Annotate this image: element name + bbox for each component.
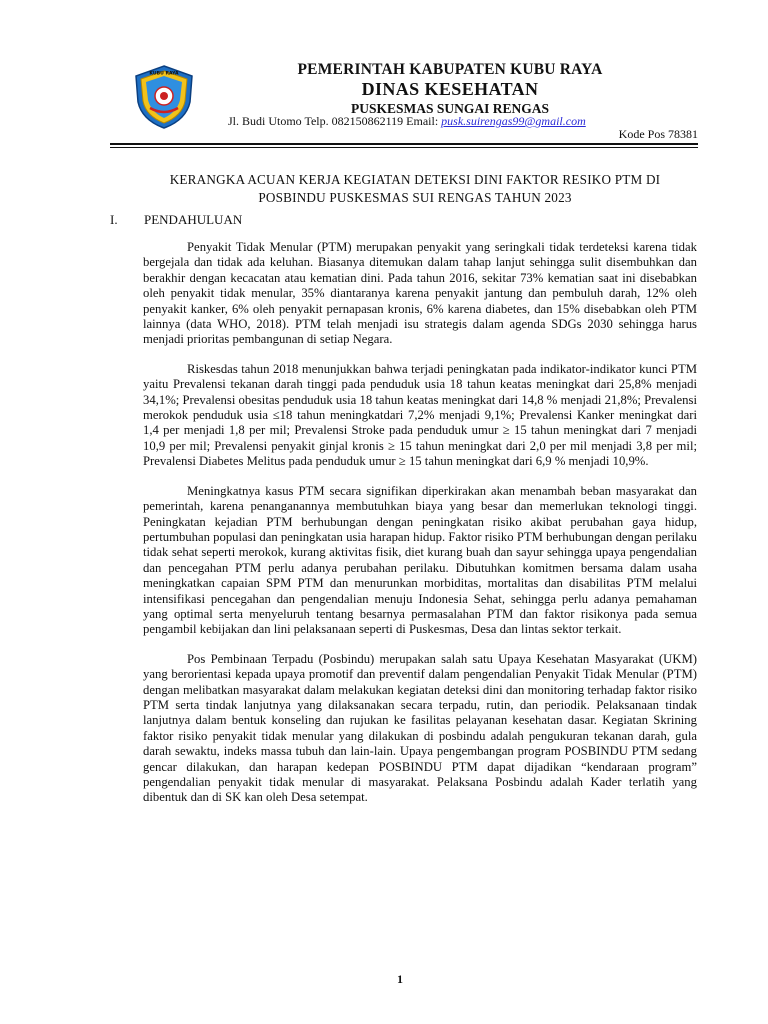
page-number: 1 (397, 972, 403, 986)
document-body (143, 240, 697, 820)
paragraph: Penyakit Tidak Menular (PTM) merupakan penyakit yang seringkali tidak terdeteksi karena tidak bergejala dan tidak ada keluhan. Biasanya ditemukan dalam tahap lanjut sehingga sulit disembuhkan dan berakhir dengan kecacatan atau kematian dini. Pada tahun 2016, sekitar 73% kematian saat ini disebabkan oleh penyakit tidak menular, 35% diantaranya karena penyakit jantung dan pembuluh darah, 12% oleh penyakit kanker, 6% oleh penyakit pernapasan kronis, 6% karena diabetes, dan 15% disebabkan oleh PTM lainnya (data WHO, 2018). PTM telah menjadi isu strategis dalam agenda SDGs 2030 sehingga harus menjadi prioritas pembangunan di setiap Negara. (143, 240, 697, 347)
header-divider-thick (110, 143, 698, 145)
kabupaten-kubu-raya-seal-icon (132, 64, 196, 130)
government-name: PEMERINTAH KABUPATEN KUBU RAYA (297, 61, 603, 78)
section-title: PENDAHULUAN (144, 212, 243, 227)
document-title (115, 171, 715, 207)
letterhead (200, 60, 700, 118)
postal-code: Kode Pos 78381 (618, 127, 698, 141)
paragraph: Meningkatnya kasus PTM secara signifikan diperkirakan akan menambah beban masyarakat dan pemerintah, karena penanganannya membutuhkan biaya yang besar dan memerlukan teknologi tinggi. Peningkatan kejadian PTM berhubungan dengan peningkatan risiko akibat perubahan gaya hidup, pertumbuhan populasi dan peningkatan usia harapan hidup. Faktor risiko PTM berhubungan dengan perilaku tidak sehat seperti merokok, kurang aktivitas fisik, diet kurang buah dan sayur sehingga upaya pengendalian dan pencegahan PTM perlu adanya perubahan perilaku. Dibutuhkan komitmen bersama dalam usaha meningkatkan capaian SPM PTM dan menurunkan morbiditas, mortalitas dan disabilitas PTM melalui intensifikasi pencegahan dan pengendalian menuju Indonesia Sehat, sehingga perlu adanya pemahaman yang optimal serta menyeluruh tentang besarnya permasalahan PTM dan faktor risikonya pada semua pengambil kebijakan dan lini pelaksanaan seperti di Puskesmas, Desa dan lintas sektor terkait. (143, 483, 697, 637)
logo-text: KUBU RAYA (149, 71, 179, 77)
section-number: I. (110, 212, 118, 227)
header-divider-thin (110, 147, 698, 148)
department-name: DINAS KESEHATAN (361, 79, 539, 99)
paragraph: Pos Pembinaan Terpadu (Posbindu) merupakan salah satu Upaya Kesehatan Masyarakat (UKM) yang berorientasi kepada upaya promotif dan preventif dalam pengendalian Penyakit Tidak Menular (PTM) dengan melibatkan masyarakat dalam melakukan kegiatan deteksi dini dan monitoring terhadap faktor risiko PTM serta tindak lanjutnya yang dilaksanakan secara terpadu, rutin, dan periodik. Pelaksanaan tindak lanjutnya dalam bentuk konseling dan rujukan ke fasilitas pelayanan kesehatan dasar. Kegiatan Skrining faktor risiko penyakit tidak menular yang dilakukan di posbindu adalah pengukuran tekanan darah, gula darah sewaktu, indeks massa tubuh dan lain-lain. Upaya pengembangan program POSBINDU PTM sedang gencar dilakukan, dan harapan kedepan POSBINDU PTM dapat dijadikan “kendaraan program” pengendalian penyakit tidak menular di masyarakat. Pelaksana Posbindu adalah Kader terlatih yang dibentuk dan di SK kan oleh Desa setempat. (143, 651, 697, 805)
kubu-raya-logo (132, 64, 196, 130)
address-line (228, 114, 586, 129)
title-line-1: KERANGKA ACUAN KERJA KEGIATAN DETEKSI DINI FAKTOR RESIKO PTM DI (169, 172, 661, 187)
unit-name: PUSKESMAS SUNGAI RENGAS (350, 101, 550, 116)
address-text: Jl. Budi Utomo Telp. 082150862119 Email: (228, 114, 439, 128)
section-heading (110, 212, 242, 228)
paragraph: Riskesdas tahun 2018 menunjukkan bahwa terjadi peningkatan pada indikator-indikator kunci PTM yaitu Prevalensi tekanan darah tinggi pada penduduk usia 18 tahun keatas meningkat dari 25,8% menjadi 34,1%; Prevalensi obesitas penduduk usia 18 tahun keatas meningkat dari 14,8 % menjadi 21,8%; Prevalensi merokok penduduk usia ≤18 tahun meningkatdari 7,2% menjadi 9,1%; Prevalensi Kanker meningkat dari 1,4 per menjadi 1,8 per mil; Prevalensi Stroke pada penduduk umur ≥ 15 tahun meningkat dari 7 menjadi 10,9 per mil; Prevalensi penyakit ginjal kronis ≥ 15 tahun meningkat dari 2,0 per mil menjadi 3,8 per mil; Prevalensi Diabetes Melitus pada penduduk umur ≥ 15 tahun meningkat dari 6,9 % menjadi 10,9%. (143, 361, 697, 469)
title-line-2: POSBINDU PUSKESMAS SUI RENGAS TAHUN 2023 (258, 190, 572, 205)
email-link[interactable]: pusk.suirengas99@gmail.com (441, 114, 586, 128)
